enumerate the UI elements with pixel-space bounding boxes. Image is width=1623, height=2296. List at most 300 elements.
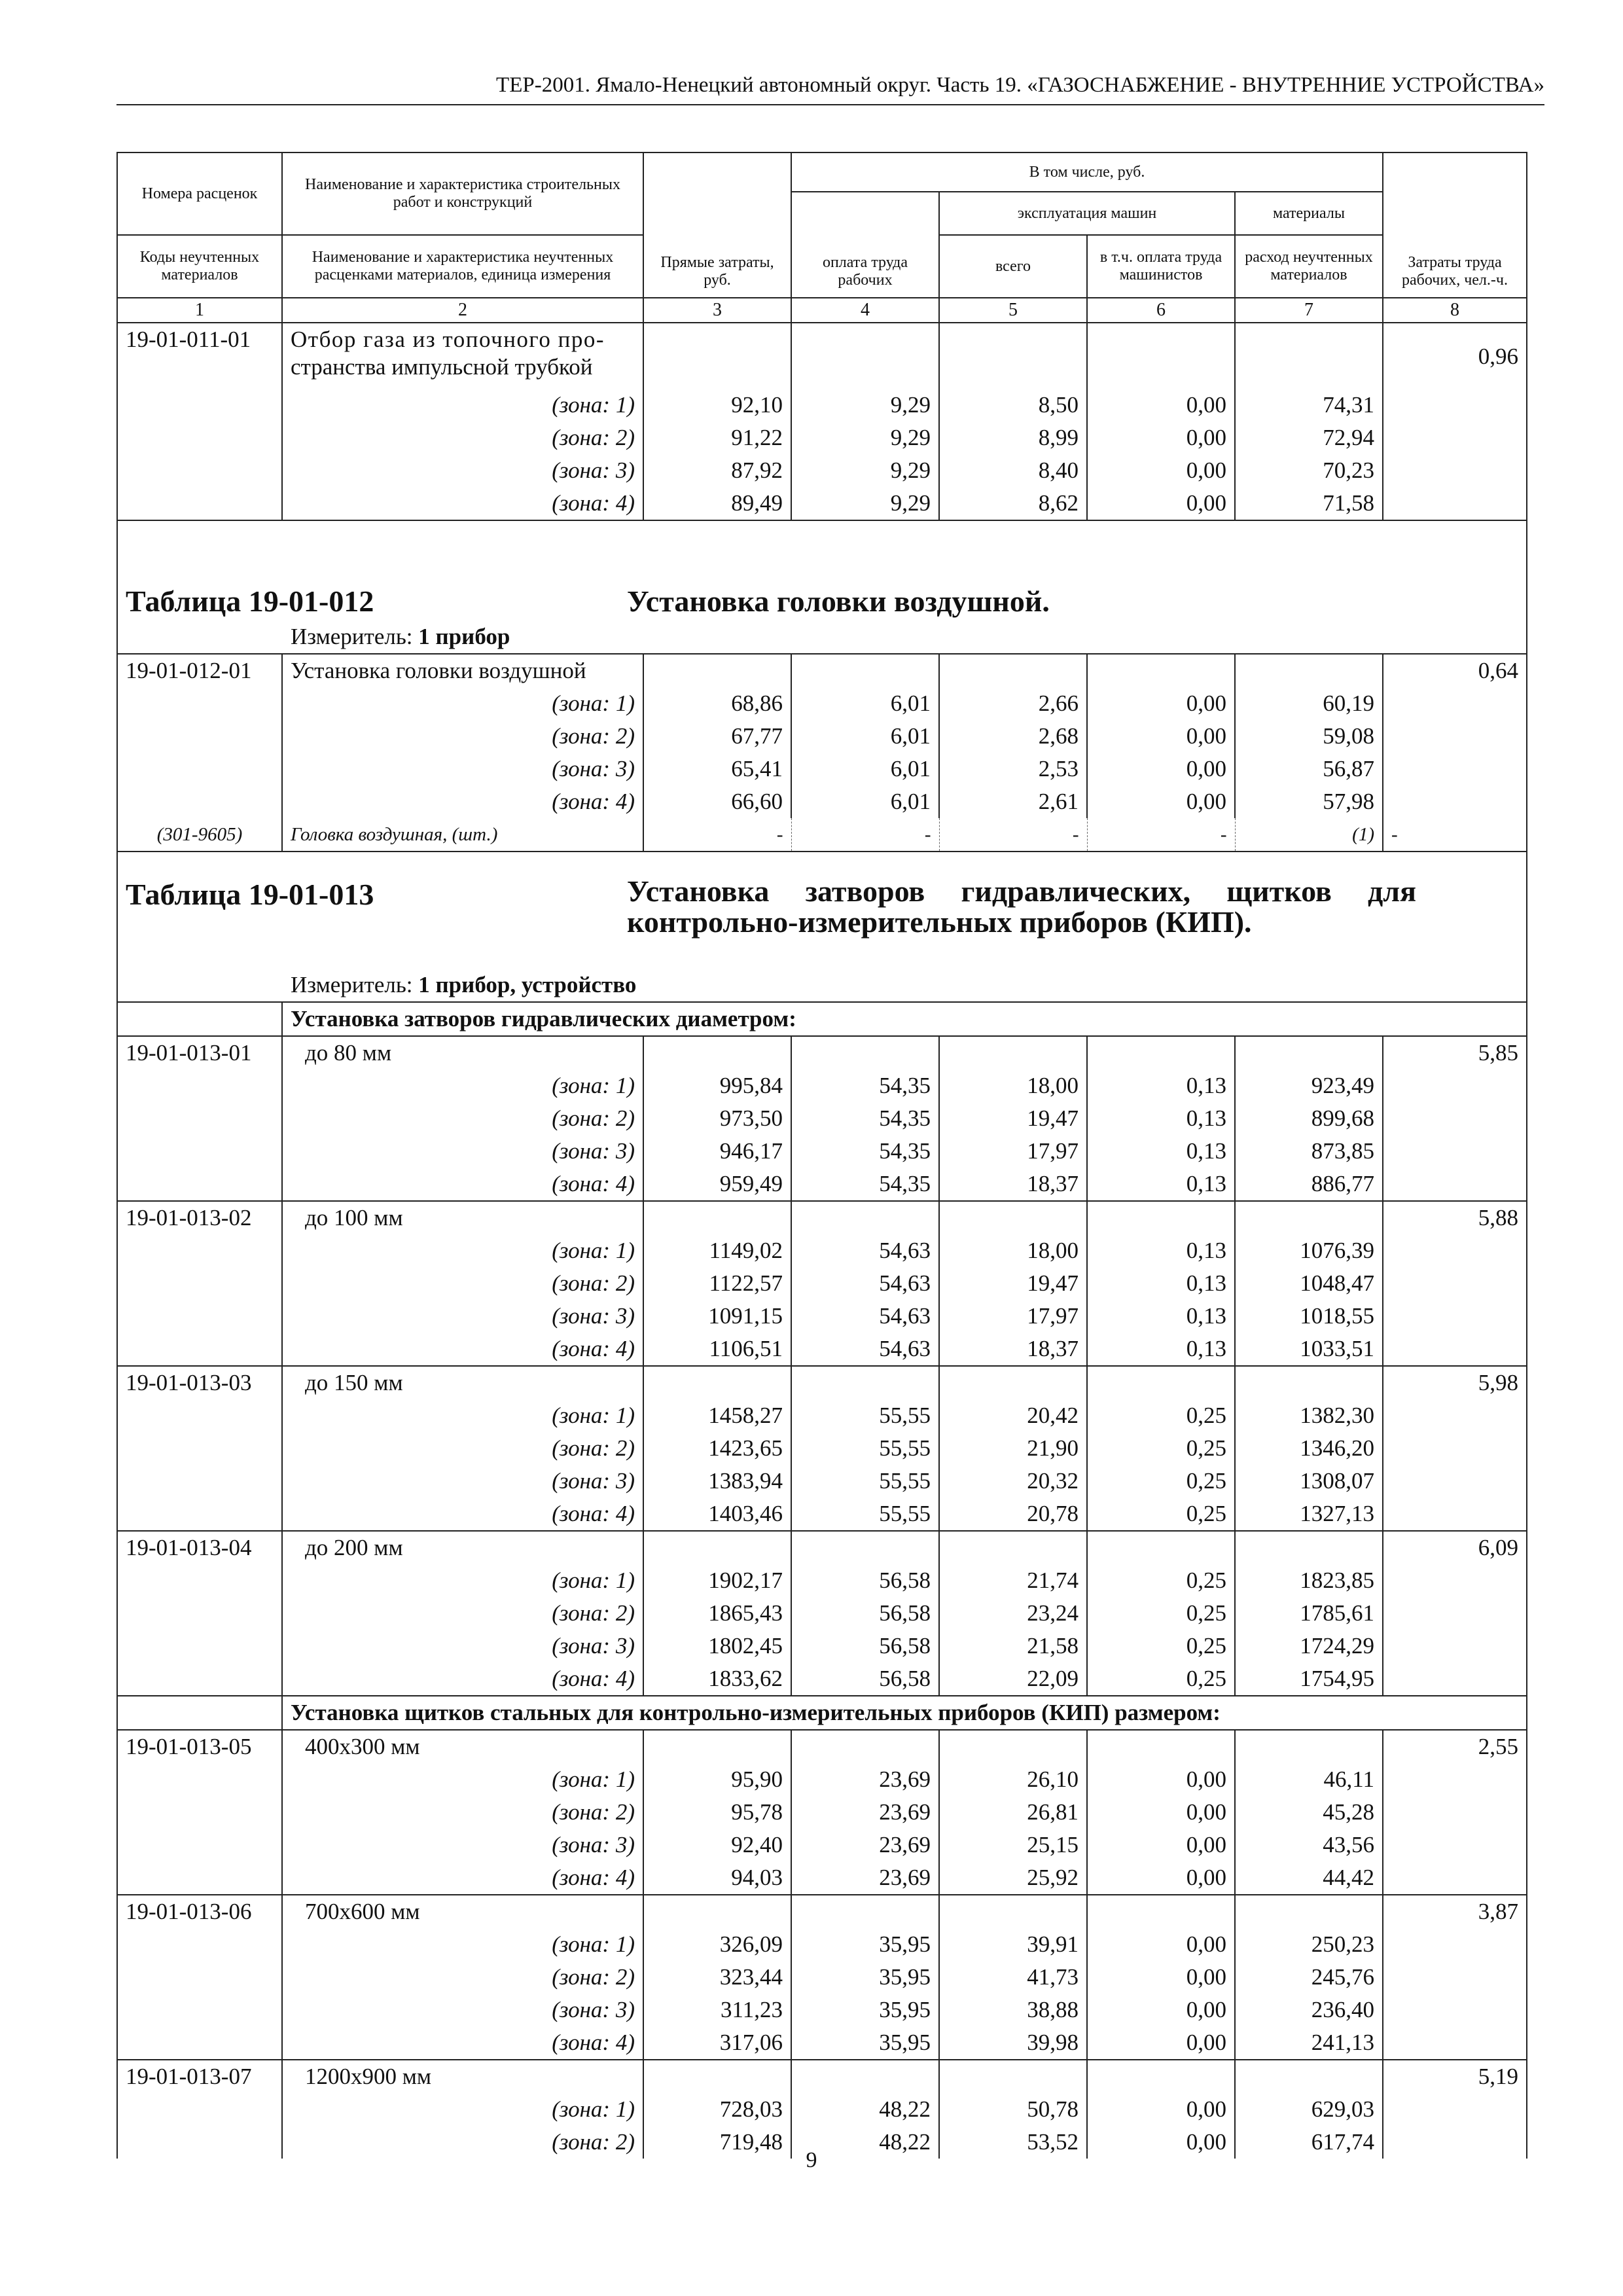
col-number: 2: [282, 298, 643, 323]
col-number: 4: [791, 298, 939, 323]
header-col3: Прямые затраты, руб.: [643, 152, 791, 298]
header-row-1: [117, 152, 1527, 192]
materials-cost: 241,13: [1235, 2026, 1383, 2060]
machines-total: 26,81: [939, 1796, 1087, 1829]
materials-cost: 71,58: [1235, 487, 1383, 520]
direct-cost: 719,48: [643, 2126, 791, 2159]
materials-cost: 46,11: [1235, 1763, 1383, 1796]
rate-name: Отбор газа из топочного про-: [282, 323, 643, 356]
rate-code: 19-01-013-03: [117, 1366, 282, 1399]
machinist-wages: 0,00: [1087, 785, 1235, 818]
material-row: [117, 818, 1527, 852]
wages: 54,35: [791, 1102, 939, 1135]
machines-total: 50,78: [939, 2093, 1087, 2126]
zone-label: (зона: 3): [282, 1135, 643, 1168]
machinist-wages: 0,00: [1087, 753, 1235, 785]
material-value: -: [1087, 818, 1235, 852]
material-value: -: [791, 818, 939, 852]
wages: 54,63: [791, 1267, 939, 1300]
table-label: Таблица 19-01-013: [126, 878, 374, 911]
direct-cost: 959,49: [643, 1168, 791, 1201]
wages: 54,63: [791, 1333, 939, 1366]
wages: 35,95: [791, 1994, 939, 2026]
zone-label: (зона: 1): [282, 1763, 643, 1796]
machinist-wages: 0,00: [1087, 687, 1235, 720]
materials-cost: 873,85: [1235, 1135, 1383, 1168]
materials-cost: 886,77: [1235, 1168, 1383, 1201]
machinist-wages: 0,00: [1087, 1928, 1235, 1961]
machines-total: 20,42: [939, 1399, 1087, 1432]
direct-cost: 87,92: [643, 454, 791, 487]
machines-total: 17,97: [939, 1300, 1087, 1333]
rate-code: 19-01-011-01: [117, 323, 282, 356]
rate-code: 19-01-013-04: [117, 1531, 282, 1564]
machines-total: 21,74: [939, 1564, 1087, 1597]
zone-row: [117, 2093, 1527, 2126]
machinist-wages: 0,00: [1087, 1796, 1235, 1829]
zone-label: (зона: 4): [282, 785, 643, 818]
labor-cost: 5,88: [1383, 1201, 1527, 1234]
zone-row: [117, 1399, 1527, 1432]
materials-cost: 57,98: [1235, 785, 1383, 818]
zone-label: (зона: 4): [282, 1662, 643, 1696]
zone-row: [117, 1498, 1527, 1531]
machinist-wages: 0,00: [1087, 1763, 1235, 1796]
materials-cost: 1823,85: [1235, 1564, 1383, 1597]
zone-row: [117, 1102, 1527, 1135]
zone-row: [117, 389, 1527, 422]
materials-cost: 629,03: [1235, 2093, 1383, 2126]
wages: 54,63: [791, 1234, 939, 1267]
materials-cost: 1754,95: [1235, 1662, 1383, 1696]
rate-code: 19-01-013-01: [117, 1036, 282, 1069]
table-row: [117, 654, 1527, 687]
machines-total: 23,24: [939, 1597, 1087, 1630]
machinist-wages: 0,25: [1087, 1498, 1235, 1531]
labor-cost: 0,96: [1383, 323, 1527, 389]
header-col6: в т.ч. оплата труда машинистов: [1087, 235, 1235, 298]
machines-total: 41,73: [939, 1961, 1087, 1994]
wages: 55,55: [791, 1498, 939, 1531]
zone-label: (зона: 4): [282, 1861, 643, 1895]
wages: 35,95: [791, 1928, 939, 1961]
col-number: 3: [643, 298, 791, 323]
zone-row: [117, 1763, 1527, 1796]
materials-cost: 1724,29: [1235, 1630, 1383, 1662]
materials-cost: 59,08: [1235, 720, 1383, 753]
labor-cost: 2,55: [1383, 1730, 1527, 1763]
zone-row: [117, 1961, 1527, 1994]
machinist-wages: 0,00: [1087, 1829, 1235, 1861]
wages: 55,55: [791, 1465, 939, 1498]
machinist-wages: 0,00: [1087, 2026, 1235, 2060]
header-col7: расход неучтенных материалов: [1235, 235, 1383, 298]
machines-total: 20,78: [939, 1498, 1087, 1531]
measure-row: [117, 969, 1527, 1002]
machines-total: 2,66: [939, 687, 1087, 720]
direct-cost: 1122,57: [643, 1267, 791, 1300]
header-rule: [116, 104, 1544, 105]
wages: 56,58: [791, 1564, 939, 1597]
machines-total: 21,58: [939, 1630, 1087, 1662]
direct-cost: 67,77: [643, 720, 791, 753]
price-table: [116, 152, 1527, 2159]
direct-cost: 995,84: [643, 1069, 791, 1102]
zone-label: (зона: 2): [282, 1267, 643, 1300]
zone-label: (зона: 3): [282, 753, 643, 785]
zone-row: [117, 1069, 1527, 1102]
direct-cost: 1802,45: [643, 1630, 791, 1662]
header-col5: всего: [939, 235, 1087, 298]
machinist-wages: 0,13: [1087, 1168, 1235, 1201]
direct-cost: 1458,27: [643, 1399, 791, 1432]
zone-row: [117, 1135, 1527, 1168]
zone-row: [117, 1432, 1527, 1465]
table-row: [117, 2060, 1527, 2093]
machinist-wages: 0,13: [1087, 1102, 1235, 1135]
table-row: [117, 1201, 1527, 1234]
materials-cost: 1346,20: [1235, 1432, 1383, 1465]
zone-row: [117, 1630, 1527, 1662]
zone-label: (зона: 3): [282, 454, 643, 487]
machines-total: 18,37: [939, 1333, 1087, 1366]
rate-code: 19-01-013-07: [117, 2060, 282, 2093]
direct-cost: 1833,62: [643, 1662, 791, 1696]
wages: 54,35: [791, 1069, 939, 1102]
machines-total: 25,15: [939, 1829, 1087, 1861]
machines-total: 8,50: [939, 389, 1087, 422]
header-numbers-row: [117, 298, 1527, 323]
direct-cost: 946,17: [643, 1135, 791, 1168]
machinist-wages: 0,13: [1087, 1267, 1235, 1300]
rate-name: Установка головки воздушной: [282, 654, 643, 687]
materials-cost: 1018,55: [1235, 1300, 1383, 1333]
machinist-wages: 0,00: [1087, 2093, 1235, 2126]
wages: 23,69: [791, 1763, 939, 1796]
table-title-cont: контрольно-измерительных приборов (КИП).: [627, 905, 1252, 939]
materials-cost: 250,23: [1235, 1928, 1383, 1961]
materials-cost: 236,40: [1235, 1994, 1383, 2026]
header-col1-bottom: Коды неучтенных материалов: [117, 235, 282, 298]
materials-cost: 1382,30: [1235, 1399, 1383, 1432]
zone-row: [117, 785, 1527, 818]
zone-row: [117, 422, 1527, 454]
wages: 55,55: [791, 1432, 939, 1465]
zone-label: (зона: 3): [282, 1465, 643, 1498]
zone-row: [117, 1796, 1527, 1829]
labor-cost: 3,87: [1383, 1895, 1527, 1928]
materials-cost: 70,23: [1235, 454, 1383, 487]
subsection-row: [117, 1696, 1527, 1730]
zone-row: [117, 1465, 1527, 1498]
wages: 48,22: [791, 2126, 939, 2159]
table-title-row: [117, 520, 1527, 620]
rate-code: 19-01-013-05: [117, 1730, 282, 1763]
machinist-wages: 0,00: [1087, 720, 1235, 753]
rate-name: до 80 мм: [282, 1036, 643, 1069]
labor-cost: 5,98: [1383, 1366, 1527, 1399]
header-col8: Затраты труда рабочих, чел.-ч.: [1383, 152, 1527, 298]
zone-label: (зона: 1): [282, 1234, 643, 1267]
materials-cost: 74,31: [1235, 389, 1383, 422]
wages: 23,69: [791, 1861, 939, 1895]
header-materials: материалы: [1235, 192, 1383, 235]
rate-name: 400х300 мм: [282, 1730, 643, 1763]
machines-total: 39,91: [939, 1928, 1087, 1961]
measure-row: [117, 620, 1527, 654]
wages: 9,29: [791, 487, 939, 520]
zone-label: (зона: 4): [282, 1168, 643, 1201]
zone-label: (зона: 1): [282, 2093, 643, 2126]
materials-cost: 56,87: [1235, 753, 1383, 785]
header-col1-top: Номера расценок: [117, 152, 282, 235]
machinist-wages: 0,00: [1087, 389, 1235, 422]
wages: 23,69: [791, 1796, 939, 1829]
material-name: Головка воздушная, (шт.): [282, 818, 643, 852]
materials-cost: 1076,39: [1235, 1234, 1383, 1267]
header-col2-top: Наименование и характеристика строительных работ и конструкций: [282, 152, 643, 235]
machines-total: 8,40: [939, 454, 1087, 487]
rate-code: 19-01-013-06: [117, 1895, 282, 1928]
machines-total: 39,98: [939, 2026, 1087, 2060]
zone-row: [117, 1662, 1527, 1696]
wages: 56,58: [791, 1630, 939, 1662]
zone-label: (зона: 2): [282, 2126, 643, 2159]
machines-total: 18,00: [939, 1234, 1087, 1267]
direct-cost: 91,22: [643, 422, 791, 454]
machinist-wages: 0,13: [1087, 1069, 1235, 1102]
direct-cost: 89,49: [643, 487, 791, 520]
header-col4: оплата труда рабочих: [791, 192, 939, 298]
table-title: Установка затворов гидравлических, щитков для: [627, 874, 1416, 908]
measure-prefix: Измеритель:: [291, 972, 419, 997]
table-row: [117, 1730, 1527, 1763]
rate-code: 19-01-012-01: [117, 654, 282, 687]
machinist-wages: 0,00: [1087, 1861, 1235, 1895]
machinist-wages: 0,25: [1087, 1564, 1235, 1597]
wages: 48,22: [791, 2093, 939, 2126]
materials-cost: 44,42: [1235, 1861, 1383, 1895]
materials-cost: 617,74: [1235, 2126, 1383, 2159]
wages: 9,29: [791, 389, 939, 422]
machines-total: 2,53: [939, 753, 1087, 785]
wages: 54,35: [791, 1168, 939, 1201]
col-number: 6: [1087, 298, 1235, 323]
zone-row: [117, 1564, 1527, 1597]
machinist-wages: 0,25: [1087, 1465, 1235, 1498]
wages: 56,58: [791, 1662, 939, 1696]
material-value: -: [1383, 818, 1527, 852]
labor-cost: 5,19: [1383, 2060, 1527, 2093]
zone-label: (зона: 1): [282, 1564, 643, 1597]
header-col2-bottom: Наименование и характеристика неучтенных расценками материалов, единица измерения: [282, 235, 643, 298]
zone-label: (зона: 4): [282, 487, 643, 520]
zone-label: (зона: 1): [282, 687, 643, 720]
direct-cost: 1865,43: [643, 1597, 791, 1630]
col-number: 8: [1383, 298, 1527, 323]
wages: 56,58: [791, 1597, 939, 1630]
material-value: (1): [1235, 818, 1383, 852]
machines-total: 2,61: [939, 785, 1087, 818]
wages: 54,35: [791, 1135, 939, 1168]
labor-cost: 5,85: [1383, 1036, 1527, 1069]
zone-label: (зона: 2): [282, 422, 643, 454]
direct-cost: 1091,15: [643, 1300, 791, 1333]
machines-total: 8,99: [939, 422, 1087, 454]
materials-cost: 923,49: [1235, 1069, 1383, 1102]
labor-cost: 0,64: [1383, 654, 1527, 687]
materials-cost: 1785,61: [1235, 1597, 1383, 1630]
zone-label: (зона: 1): [282, 1928, 643, 1961]
wages: 54,63: [791, 1300, 939, 1333]
zone-label: (зона: 3): [282, 1994, 643, 2026]
direct-cost: 311,23: [643, 1994, 791, 2026]
direct-cost: 95,78: [643, 1796, 791, 1829]
materials-cost: 245,76: [1235, 1961, 1383, 1994]
direct-cost: 66,60: [643, 785, 791, 818]
rate-name: до 150 мм: [282, 1366, 643, 1399]
zone-row: [117, 1829, 1527, 1861]
machines-total: 53,52: [939, 2126, 1087, 2159]
machinist-wages: 0,13: [1087, 1135, 1235, 1168]
machinist-wages: 0,13: [1087, 1333, 1235, 1366]
rate-name: до 100 мм: [282, 1201, 643, 1234]
table-row: [117, 356, 1527, 389]
machinist-wages: 0,13: [1087, 1300, 1235, 1333]
direct-cost: 1403,46: [643, 1498, 791, 1531]
zone-row: [117, 753, 1527, 785]
direct-cost: 68,86: [643, 687, 791, 720]
direct-cost: 1902,17: [643, 1564, 791, 1597]
direct-cost: 317,06: [643, 2026, 791, 2060]
rate-name: 1200х900 мм: [282, 2060, 643, 2093]
zone-row: [117, 1994, 1527, 2026]
material-code: (301-9605): [117, 818, 282, 852]
direct-cost: 92,40: [643, 1829, 791, 1861]
zone-row: [117, 1597, 1527, 1630]
page-number: 9: [806, 2148, 817, 2172]
zone-row: [117, 1300, 1527, 1333]
wages: 9,29: [791, 422, 939, 454]
direct-cost: 1423,65: [643, 1432, 791, 1465]
direct-cost: 94,03: [643, 1861, 791, 1895]
zone-label: (зона: 1): [282, 389, 643, 422]
header-machines: эксплуатация машин: [939, 192, 1235, 235]
table-row: [117, 1366, 1527, 1399]
machines-total: 20,32: [939, 1465, 1087, 1498]
machines-total: 18,37: [939, 1168, 1087, 1201]
running-header: ТЕР-2001. Ямало-Ненецкий автономный округ. Часть 19. «ГАЗОСНАБЖЕНИЕ - ВНУТРЕННИЕ УСТРОЙСТВА»: [496, 73, 1544, 97]
machinist-wages: 0,00: [1087, 1994, 1235, 2026]
machinist-wages: 0,00: [1087, 487, 1235, 520]
zone-row: [117, 1234, 1527, 1267]
machinist-wages: 0,25: [1087, 1662, 1235, 1696]
zone-label: (зона: 4): [282, 1333, 643, 1366]
zone-row: [117, 1333, 1527, 1366]
wages: 35,95: [791, 1961, 939, 1994]
zone-row: [117, 2026, 1527, 2060]
direct-cost: 1383,94: [643, 1465, 791, 1498]
subsection-row: [117, 1002, 1527, 1036]
materials-cost: 43,56: [1235, 1829, 1383, 1861]
materials-cost: 899,68: [1235, 1102, 1383, 1135]
zone-row: [117, 720, 1527, 753]
wages: 6,01: [791, 687, 939, 720]
rate-name-cont: странства импульсной трубкой: [282, 356, 643, 389]
materials-cost: 1048,47: [1235, 1267, 1383, 1300]
direct-cost: 95,90: [643, 1763, 791, 1796]
materials-cost: 60,19: [1235, 687, 1383, 720]
header-incl: В том числе, руб.: [791, 152, 1383, 192]
materials-cost: 1327,13: [1235, 1498, 1383, 1531]
subsection-title: Установка щитков стальных для контрольно-измерительных приборов (КИП) размером:: [282, 1696, 1527, 1730]
machines-total: 19,47: [939, 1102, 1087, 1135]
rate-code: 19-01-013-02: [117, 1201, 282, 1234]
table-row: [117, 1036, 1527, 1069]
machines-total: 22,09: [939, 1662, 1087, 1696]
zone-label: (зона: 3): [282, 1300, 643, 1333]
zone-label: (зона: 2): [282, 1432, 643, 1465]
machines-total: 18,00: [939, 1069, 1087, 1102]
table-row: [117, 323, 1527, 356]
measure-value: 1 прибор, устройство: [418, 972, 637, 997]
machinist-wages: 0,25: [1087, 1630, 1235, 1662]
wages: 23,69: [791, 1829, 939, 1861]
machinist-wages: 0,00: [1087, 2126, 1235, 2159]
zone-row: [117, 454, 1527, 487]
measure-prefix: Измеритель:: [291, 624, 419, 649]
rate-name: до 200 мм: [282, 1531, 643, 1564]
zone-label: (зона: 3): [282, 1829, 643, 1861]
direct-cost: 92,10: [643, 389, 791, 422]
machinist-wages: 0,25: [1087, 1399, 1235, 1432]
labor-cost: 6,09: [1383, 1531, 1527, 1564]
table-title: Установка головки воздушной.: [627, 584, 1050, 618]
direct-cost: 728,03: [643, 2093, 791, 2126]
zone-label: (зона: 2): [282, 1796, 643, 1829]
machinist-wages: 0,00: [1087, 1961, 1235, 1994]
machines-total: 8,62: [939, 487, 1087, 520]
machines-total: 19,47: [939, 1267, 1087, 1300]
direct-cost: 65,41: [643, 753, 791, 785]
machines-total: 2,68: [939, 720, 1087, 753]
zone-label: (зона: 3): [282, 1630, 643, 1662]
wages: 55,55: [791, 1399, 939, 1432]
direct-cost: 1149,02: [643, 1234, 791, 1267]
subsection-title: Установка затворов гидравлических диаметром:: [282, 1002, 1527, 1036]
measure-value: 1 прибор: [418, 624, 510, 649]
machinist-wages: 0,25: [1087, 1597, 1235, 1630]
direct-cost: 1106,51: [643, 1333, 791, 1366]
zone-label: (зона: 1): [282, 1399, 643, 1432]
zone-row: [117, 1861, 1527, 1895]
table-row: [117, 1895, 1527, 1928]
wages: 6,01: [791, 720, 939, 753]
wages: 9,29: [791, 454, 939, 487]
zone-label: (зона: 4): [282, 2026, 643, 2060]
col-number: 5: [939, 298, 1087, 323]
machinist-wages: 0,00: [1087, 454, 1235, 487]
table-title-row: [117, 852, 1527, 969]
material-value: -: [643, 818, 791, 852]
machinist-wages: 0,00: [1087, 422, 1235, 454]
zone-label: (зона: 2): [282, 1597, 643, 1630]
materials-cost: 72,94: [1235, 422, 1383, 454]
zone-label: (зона: 2): [282, 1961, 643, 1994]
material-value: -: [939, 818, 1087, 852]
zone-row: [117, 487, 1527, 520]
machines-total: 38,88: [939, 1994, 1087, 2026]
